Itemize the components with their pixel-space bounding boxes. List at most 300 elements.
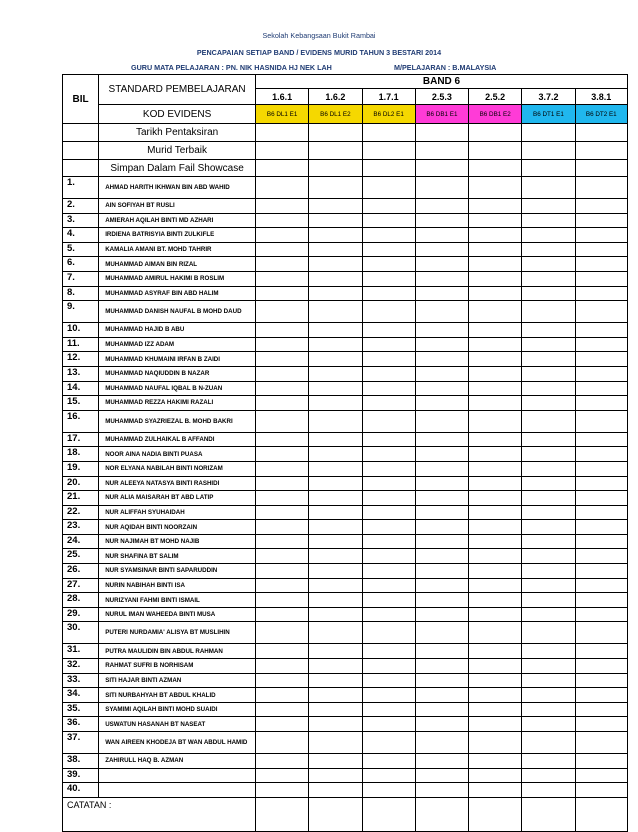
mark-cell[interactable] — [309, 644, 362, 659]
mark-cell[interactable] — [309, 768, 362, 783]
mark-cell[interactable] — [469, 644, 522, 659]
mark-cell[interactable] — [415, 607, 468, 622]
mark-cell[interactable] — [309, 732, 362, 754]
mark-cell[interactable] — [415, 381, 468, 396]
mark-cell[interactable] — [522, 257, 575, 272]
mark-cell[interactable] — [256, 578, 309, 593]
mark-cell[interactable] — [415, 142, 468, 160]
mark-cell[interactable] — [469, 520, 522, 535]
mark-cell[interactable] — [256, 337, 309, 352]
mark-cell[interactable] — [362, 271, 415, 286]
mark-cell[interactable] — [522, 505, 575, 520]
mark-cell[interactable] — [256, 520, 309, 535]
mark-cell[interactable] — [469, 381, 522, 396]
mark-cell[interactable] — [575, 783, 627, 798]
mark-cell[interactable] — [362, 257, 415, 272]
mark-cell[interactable] — [256, 505, 309, 520]
mark-cell[interactable] — [469, 124, 522, 142]
mark-cell[interactable] — [469, 177, 522, 199]
mark-cell[interactable] — [256, 396, 309, 411]
mark-cell[interactable] — [469, 578, 522, 593]
mark-cell[interactable] — [362, 286, 415, 301]
mark-cell[interactable] — [415, 520, 468, 535]
mark-cell[interactable] — [415, 783, 468, 798]
mark-cell[interactable] — [415, 432, 468, 447]
mark-cell[interactable] — [522, 607, 575, 622]
mark-cell[interactable] — [575, 702, 627, 717]
mark-cell[interactable] — [362, 447, 415, 462]
mark-cell[interactable] — [362, 323, 415, 338]
mark-cell[interactable] — [522, 124, 575, 142]
mark-cell[interactable] — [469, 754, 522, 769]
mark-cell[interactable] — [362, 199, 415, 214]
mark-cell[interactable] — [469, 271, 522, 286]
mark-cell[interactable] — [256, 160, 309, 177]
mark-cell[interactable] — [575, 177, 627, 199]
mark-cell[interactable] — [469, 607, 522, 622]
mark-cell[interactable] — [469, 257, 522, 272]
mark-cell[interactable] — [469, 286, 522, 301]
mark-cell[interactable] — [256, 593, 309, 608]
mark-cell[interactable] — [415, 754, 468, 769]
mark-cell[interactable] — [362, 505, 415, 520]
mark-cell[interactable] — [309, 491, 362, 506]
mark-cell[interactable] — [309, 301, 362, 323]
mark-cell[interactable] — [575, 659, 627, 674]
mark-cell[interactable] — [522, 593, 575, 608]
mark-cell[interactable] — [256, 754, 309, 769]
mark-cell[interactable] — [309, 271, 362, 286]
mark-cell[interactable] — [469, 461, 522, 476]
mark-cell[interactable] — [309, 505, 362, 520]
mark-cell[interactable] — [362, 754, 415, 769]
mark-cell[interactable] — [522, 177, 575, 199]
mark-cell[interactable] — [469, 366, 522, 381]
mark-cell[interactable] — [575, 160, 627, 177]
mark-cell[interactable] — [362, 301, 415, 323]
mark-cell[interactable] — [522, 352, 575, 367]
mark-cell[interactable] — [309, 607, 362, 622]
mark-cell[interactable] — [415, 505, 468, 520]
mark-cell[interactable] — [309, 564, 362, 579]
mark-cell[interactable] — [575, 213, 627, 228]
mark-cell[interactable] — [522, 564, 575, 579]
mark-cell[interactable] — [362, 520, 415, 535]
mark-cell[interactable] — [415, 732, 468, 754]
mark-cell[interactable] — [362, 396, 415, 411]
mark-cell[interactable] — [469, 301, 522, 323]
mark-cell[interactable] — [362, 228, 415, 243]
mark-cell[interactable] — [575, 432, 627, 447]
mark-cell[interactable] — [522, 549, 575, 564]
mark-cell[interactable] — [309, 323, 362, 338]
mark-cell[interactable] — [309, 396, 362, 411]
mark-cell[interactable] — [309, 783, 362, 798]
mark-cell[interactable] — [522, 491, 575, 506]
mark-cell[interactable] — [309, 242, 362, 257]
mark-cell[interactable] — [256, 673, 309, 688]
notes-cell[interactable] — [522, 797, 575, 831]
mark-cell[interactable] — [575, 593, 627, 608]
mark-cell[interactable] — [309, 534, 362, 549]
mark-cell[interactable] — [309, 659, 362, 674]
mark-cell[interactable] — [469, 673, 522, 688]
notes-cell[interactable] — [575, 797, 627, 831]
mark-cell[interactable] — [415, 352, 468, 367]
mark-cell[interactable] — [309, 228, 362, 243]
mark-cell[interactable] — [362, 564, 415, 579]
mark-cell[interactable] — [522, 410, 575, 432]
mark-cell[interactable] — [256, 124, 309, 142]
mark-cell[interactable] — [575, 644, 627, 659]
mark-cell[interactable] — [309, 673, 362, 688]
mark-cell[interactable] — [256, 622, 309, 644]
mark-cell[interactable] — [575, 768, 627, 783]
mark-cell[interactable] — [415, 337, 468, 352]
mark-cell[interactable] — [522, 732, 575, 754]
mark-cell[interactable] — [309, 702, 362, 717]
mark-cell[interactable] — [362, 622, 415, 644]
mark-cell[interactable] — [362, 549, 415, 564]
mark-cell[interactable] — [362, 593, 415, 608]
mark-cell[interactable] — [575, 352, 627, 367]
mark-cell[interactable] — [362, 124, 415, 142]
mark-cell[interactable] — [575, 688, 627, 703]
mark-cell[interactable] — [415, 717, 468, 732]
mark-cell[interactable] — [415, 242, 468, 257]
mark-cell[interactable] — [415, 366, 468, 381]
mark-cell[interactable] — [469, 432, 522, 447]
mark-cell[interactable] — [415, 564, 468, 579]
mark-cell[interactable] — [309, 461, 362, 476]
mark-cell[interactable] — [575, 564, 627, 579]
mark-cell[interactable] — [575, 124, 627, 142]
mark-cell[interactable] — [575, 286, 627, 301]
mark-cell[interactable] — [575, 520, 627, 535]
mark-cell[interactable] — [522, 520, 575, 535]
mark-cell[interactable] — [256, 323, 309, 338]
mark-cell[interactable] — [362, 702, 415, 717]
mark-cell[interactable] — [309, 520, 362, 535]
mark-cell[interactable] — [309, 549, 362, 564]
mark-cell[interactable] — [256, 549, 309, 564]
mark-cell[interactable] — [469, 564, 522, 579]
mark-cell[interactable] — [522, 432, 575, 447]
mark-cell[interactable] — [256, 476, 309, 491]
mark-cell[interactable] — [522, 286, 575, 301]
mark-cell[interactable] — [256, 381, 309, 396]
mark-cell[interactable] — [575, 257, 627, 272]
mark-cell[interactable] — [362, 578, 415, 593]
mark-cell[interactable] — [256, 768, 309, 783]
mark-cell[interactable] — [522, 228, 575, 243]
mark-cell[interactable] — [256, 491, 309, 506]
mark-cell[interactable] — [362, 491, 415, 506]
mark-cell[interactable] — [256, 213, 309, 228]
mark-cell[interactable] — [415, 410, 468, 432]
mark-cell[interactable] — [256, 783, 309, 798]
mark-cell[interactable] — [522, 688, 575, 703]
mark-cell[interactable] — [522, 783, 575, 798]
mark-cell[interactable] — [309, 410, 362, 432]
mark-cell[interactable] — [522, 323, 575, 338]
mark-cell[interactable] — [522, 301, 575, 323]
mark-cell[interactable] — [522, 659, 575, 674]
notes-cell[interactable] — [309, 797, 362, 831]
mark-cell[interactable] — [362, 732, 415, 754]
mark-cell[interactable] — [256, 352, 309, 367]
mark-cell[interactable] — [575, 607, 627, 622]
mark-cell[interactable] — [415, 593, 468, 608]
mark-cell[interactable] — [469, 337, 522, 352]
mark-cell[interactable] — [522, 534, 575, 549]
mark-cell[interactable] — [522, 199, 575, 214]
mark-cell[interactable] — [469, 505, 522, 520]
mark-cell[interactable] — [309, 622, 362, 644]
mark-cell[interactable] — [362, 534, 415, 549]
mark-cell[interactable] — [469, 593, 522, 608]
mark-cell[interactable] — [522, 242, 575, 257]
mark-cell[interactable] — [469, 549, 522, 564]
mark-cell[interactable] — [415, 213, 468, 228]
mark-cell[interactable] — [575, 491, 627, 506]
notes-cell[interactable] — [362, 797, 415, 831]
mark-cell[interactable] — [575, 323, 627, 338]
mark-cell[interactable] — [415, 578, 468, 593]
mark-cell[interactable] — [309, 160, 362, 177]
mark-cell[interactable] — [415, 768, 468, 783]
mark-cell[interactable] — [256, 564, 309, 579]
mark-cell[interactable] — [362, 607, 415, 622]
mark-cell[interactable] — [362, 352, 415, 367]
mark-cell[interactable] — [575, 534, 627, 549]
mark-cell[interactable] — [256, 410, 309, 432]
mark-cell[interactable] — [309, 447, 362, 462]
mark-cell[interactable] — [309, 366, 362, 381]
mark-cell[interactable] — [469, 228, 522, 243]
mark-cell[interactable] — [415, 461, 468, 476]
mark-cell[interactable] — [575, 337, 627, 352]
mark-cell[interactable] — [522, 622, 575, 644]
mark-cell[interactable] — [415, 644, 468, 659]
mark-cell[interactable] — [522, 644, 575, 659]
mark-cell[interactable] — [309, 754, 362, 769]
mark-cell[interactable] — [309, 286, 362, 301]
mark-cell[interactable] — [575, 271, 627, 286]
mark-cell[interactable] — [522, 578, 575, 593]
mark-cell[interactable] — [469, 534, 522, 549]
mark-cell[interactable] — [309, 337, 362, 352]
mark-cell[interactable] — [522, 337, 575, 352]
mark-cell[interactable] — [362, 476, 415, 491]
mark-cell[interactable] — [469, 410, 522, 432]
mark-cell[interactable] — [522, 754, 575, 769]
mark-cell[interactable] — [362, 381, 415, 396]
mark-cell[interactable] — [415, 622, 468, 644]
mark-cell[interactable] — [575, 622, 627, 644]
mark-cell[interactable] — [256, 702, 309, 717]
mark-cell[interactable] — [575, 396, 627, 411]
mark-cell[interactable] — [256, 271, 309, 286]
mark-cell[interactable] — [415, 228, 468, 243]
mark-cell[interactable] — [362, 659, 415, 674]
mark-cell[interactable] — [362, 783, 415, 798]
mark-cell[interactable] — [256, 688, 309, 703]
mark-cell[interactable] — [256, 177, 309, 199]
mark-cell[interactable] — [256, 199, 309, 214]
mark-cell[interactable] — [469, 688, 522, 703]
mark-cell[interactable] — [415, 673, 468, 688]
mark-cell[interactable] — [415, 476, 468, 491]
mark-cell[interactable] — [575, 228, 627, 243]
mark-cell[interactable] — [256, 659, 309, 674]
mark-cell[interactable] — [362, 242, 415, 257]
mark-cell[interactable] — [415, 396, 468, 411]
mark-cell[interactable] — [469, 396, 522, 411]
mark-cell[interactable] — [469, 323, 522, 338]
mark-cell[interactable] — [309, 352, 362, 367]
mark-cell[interactable] — [575, 242, 627, 257]
mark-cell[interactable] — [256, 717, 309, 732]
mark-cell[interactable] — [469, 476, 522, 491]
mark-cell[interactable] — [469, 160, 522, 177]
mark-cell[interactable] — [256, 257, 309, 272]
mark-cell[interactable] — [362, 461, 415, 476]
mark-cell[interactable] — [415, 160, 468, 177]
mark-cell[interactable] — [309, 177, 362, 199]
mark-cell[interactable] — [522, 271, 575, 286]
mark-cell[interactable] — [469, 622, 522, 644]
mark-cell[interactable] — [575, 447, 627, 462]
mark-cell[interactable] — [469, 213, 522, 228]
mark-cell[interactable] — [522, 213, 575, 228]
mark-cell[interactable] — [256, 432, 309, 447]
mark-cell[interactable] — [362, 717, 415, 732]
mark-cell[interactable] — [575, 476, 627, 491]
mark-cell[interactable] — [256, 447, 309, 462]
notes-cell[interactable] — [415, 797, 468, 831]
mark-cell[interactable] — [469, 659, 522, 674]
mark-cell[interactable] — [309, 476, 362, 491]
mark-cell[interactable] — [362, 177, 415, 199]
mark-cell[interactable] — [522, 768, 575, 783]
mark-cell[interactable] — [575, 549, 627, 564]
mark-cell[interactable] — [469, 491, 522, 506]
mark-cell[interactable] — [575, 505, 627, 520]
mark-cell[interactable] — [309, 142, 362, 160]
mark-cell[interactable] — [522, 396, 575, 411]
mark-cell[interactable] — [256, 286, 309, 301]
mark-cell[interactable] — [575, 381, 627, 396]
mark-cell[interactable] — [469, 717, 522, 732]
mark-cell[interactable] — [575, 142, 627, 160]
mark-cell[interactable] — [362, 142, 415, 160]
mark-cell[interactable] — [522, 142, 575, 160]
mark-cell[interactable] — [362, 410, 415, 432]
mark-cell[interactable] — [309, 593, 362, 608]
mark-cell[interactable] — [469, 732, 522, 754]
mark-cell[interactable] — [469, 352, 522, 367]
mark-cell[interactable] — [415, 199, 468, 214]
mark-cell[interactable] — [309, 432, 362, 447]
mark-cell[interactable] — [415, 659, 468, 674]
mark-cell[interactable] — [575, 410, 627, 432]
mark-cell[interactable] — [575, 461, 627, 476]
mark-cell[interactable] — [469, 783, 522, 798]
mark-cell[interactable] — [575, 732, 627, 754]
mark-cell[interactable] — [256, 242, 309, 257]
notes-cell[interactable] — [469, 797, 522, 831]
mark-cell[interactable] — [522, 461, 575, 476]
mark-cell[interactable] — [362, 366, 415, 381]
mark-cell[interactable] — [256, 301, 309, 323]
mark-cell[interactable] — [415, 177, 468, 199]
mark-cell[interactable] — [256, 607, 309, 622]
mark-cell[interactable] — [256, 534, 309, 549]
mark-cell[interactable] — [575, 578, 627, 593]
mark-cell[interactable] — [575, 717, 627, 732]
mark-cell[interactable] — [309, 213, 362, 228]
mark-cell[interactable] — [469, 768, 522, 783]
mark-cell[interactable] — [256, 644, 309, 659]
mark-cell[interactable] — [469, 242, 522, 257]
mark-cell[interactable] — [522, 702, 575, 717]
mark-cell[interactable] — [415, 271, 468, 286]
mark-cell[interactable] — [309, 717, 362, 732]
mark-cell[interactable] — [256, 366, 309, 381]
mark-cell[interactable] — [522, 160, 575, 177]
mark-cell[interactable] — [469, 702, 522, 717]
mark-cell[interactable] — [522, 717, 575, 732]
mark-cell[interactable] — [309, 578, 362, 593]
mark-cell[interactable] — [415, 301, 468, 323]
mark-cell[interactable] — [362, 644, 415, 659]
mark-cell[interactable] — [309, 688, 362, 703]
mark-cell[interactable] — [575, 199, 627, 214]
mark-cell[interactable] — [522, 366, 575, 381]
mark-cell[interactable] — [575, 366, 627, 381]
mark-cell[interactable] — [415, 491, 468, 506]
mark-cell[interactable] — [362, 337, 415, 352]
mark-cell[interactable] — [469, 447, 522, 462]
mark-cell[interactable] — [522, 476, 575, 491]
mark-cell[interactable] — [415, 286, 468, 301]
mark-cell[interactable] — [362, 432, 415, 447]
mark-cell[interactable] — [522, 673, 575, 688]
mark-cell[interactable] — [256, 228, 309, 243]
mark-cell[interactable] — [522, 447, 575, 462]
mark-cell[interactable] — [415, 257, 468, 272]
mark-cell[interactable] — [256, 732, 309, 754]
mark-cell[interactable] — [522, 381, 575, 396]
mark-cell[interactable] — [575, 673, 627, 688]
mark-cell[interactable] — [362, 768, 415, 783]
mark-cell[interactable] — [575, 301, 627, 323]
mark-cell[interactable] — [362, 673, 415, 688]
mark-cell[interactable] — [415, 323, 468, 338]
mark-cell[interactable] — [415, 702, 468, 717]
mark-cell[interactable] — [256, 461, 309, 476]
mark-cell[interactable] — [362, 688, 415, 703]
notes-cell[interactable] — [256, 797, 309, 831]
mark-cell[interactable] — [362, 160, 415, 177]
mark-cell[interactable] — [415, 688, 468, 703]
mark-cell[interactable] — [469, 199, 522, 214]
mark-cell[interactable] — [415, 447, 468, 462]
mark-cell[interactable] — [309, 257, 362, 272]
mark-cell[interactable] — [415, 534, 468, 549]
mark-cell[interactable] — [309, 124, 362, 142]
